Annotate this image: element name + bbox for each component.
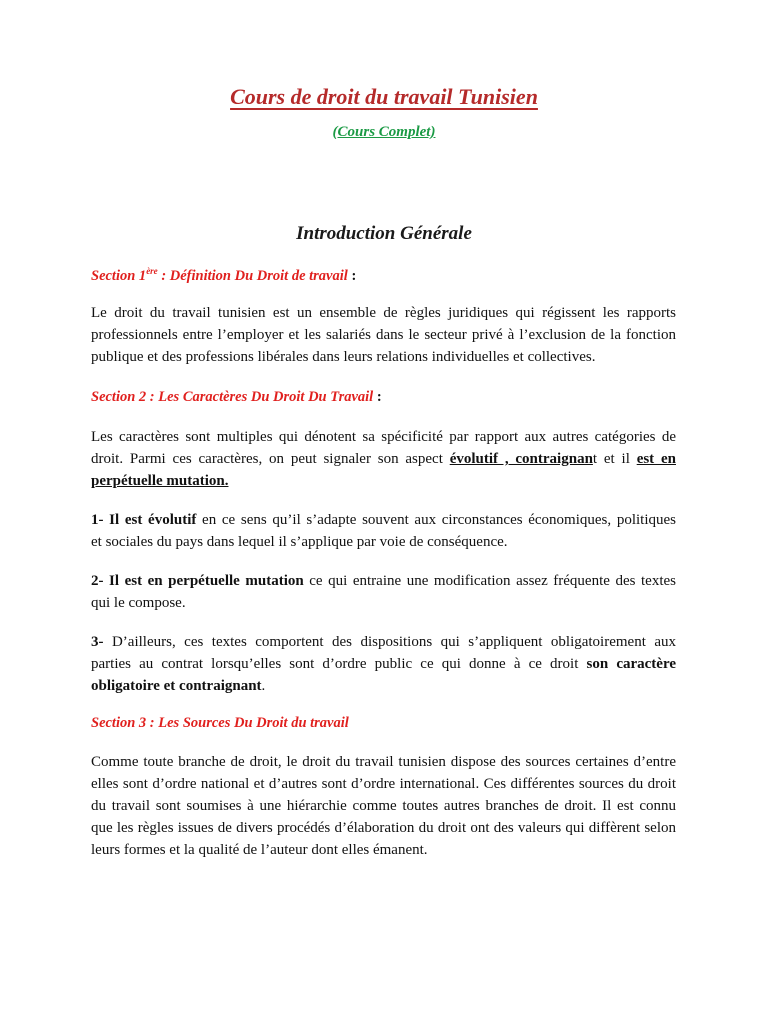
text-line: droit. Parmi ces caractères, on peut signaler son aspect évolutif , contraignant et il est en [91, 451, 676, 467]
section-2-heading: Section 2 : Les Caractères Du Droit Du Travail : [91, 389, 382, 405]
text-line: Le droit du travail tunisien est un ensemble de règles juridiques qui régissent les rapports [91, 305, 676, 321]
text-line: parties au contrat lorsqu’elles sont d’ordre public ce qui donne à ce droit son caractère [91, 656, 676, 672]
document-subtitle: (Cours Complet) [332, 124, 436, 140]
text-line: leurs formes et la qualité de l’auteur dont elles émanent. [91, 842, 428, 858]
text-line: 2- Il est en perpétuelle mutation ce qui entraine une modification assez fréquente des textes [91, 573, 676, 589]
text-line: 1- Il est évolutif en ce sens qu’il s’adapte souvent aux circonstances économiques, politiques [91, 512, 676, 528]
text-line: 3- D’ailleurs, ces textes comportent des dispositions qui s’appliquent obligatoirement aux [91, 634, 676, 650]
section-2-point-2 [91, 570, 676, 614]
text-line: Les caractères sont multiples qui dénotent sa spécificité par rapport aux autres catégories de [91, 429, 676, 445]
section-3-paragraph [91, 751, 676, 861]
text-line: elles sont d’ordre national et d’autres sont d’ordre international. Ces différentes sources du droit [91, 776, 676, 792]
emphasis-mutation: perpétuelle mutation. [91, 473, 229, 489]
document-title: Cours de droit du travail Tunisien [230, 84, 538, 109]
section-2-paragraph-1 [91, 426, 676, 492]
text-line: que les règles issues de divers procédés d’élaboration du droit ont des valeurs qui diffèrent selon [91, 820, 676, 836]
intro-heading: Introduction Générale [296, 223, 472, 244]
text-line: professionnels entre l’employer et les salariés dans le secteur privé à l’exclusion de la fonction [91, 327, 676, 343]
section-3-heading: Section 3 : Les Sources Du Droit du travail [91, 715, 349, 731]
text-line [91, 470, 676, 492]
text-line: Comme toute branche de droit, le droit du travail tunisien dispose des sources certaines d’entre [91, 754, 676, 770]
section-1-heading: Section 1ère : Définition Du Droit de travail : [91, 266, 357, 284]
emphasis-est-en: est en [636, 451, 676, 467]
text-line: publique et des professions libérales dans leurs relations individuelles et collectives. [91, 349, 596, 365]
text-line: et sociales du pays dans lequel il s’applique par voie de conséquence. [91, 534, 508, 550]
emphasis-evolutif: évolutif , contraignan [449, 451, 593, 467]
text-line: du travail sont soumises à une hiérarchie comme toutes autres branches de droit. Il est connu [91, 798, 676, 814]
section-1-paragraph [91, 302, 676, 368]
text-line: qui le compose. [91, 595, 186, 611]
section-2-point-3 [91, 631, 676, 697]
section-2-point-1 [91, 509, 676, 553]
text-line: obligatoire et contraignant. [91, 678, 266, 694]
